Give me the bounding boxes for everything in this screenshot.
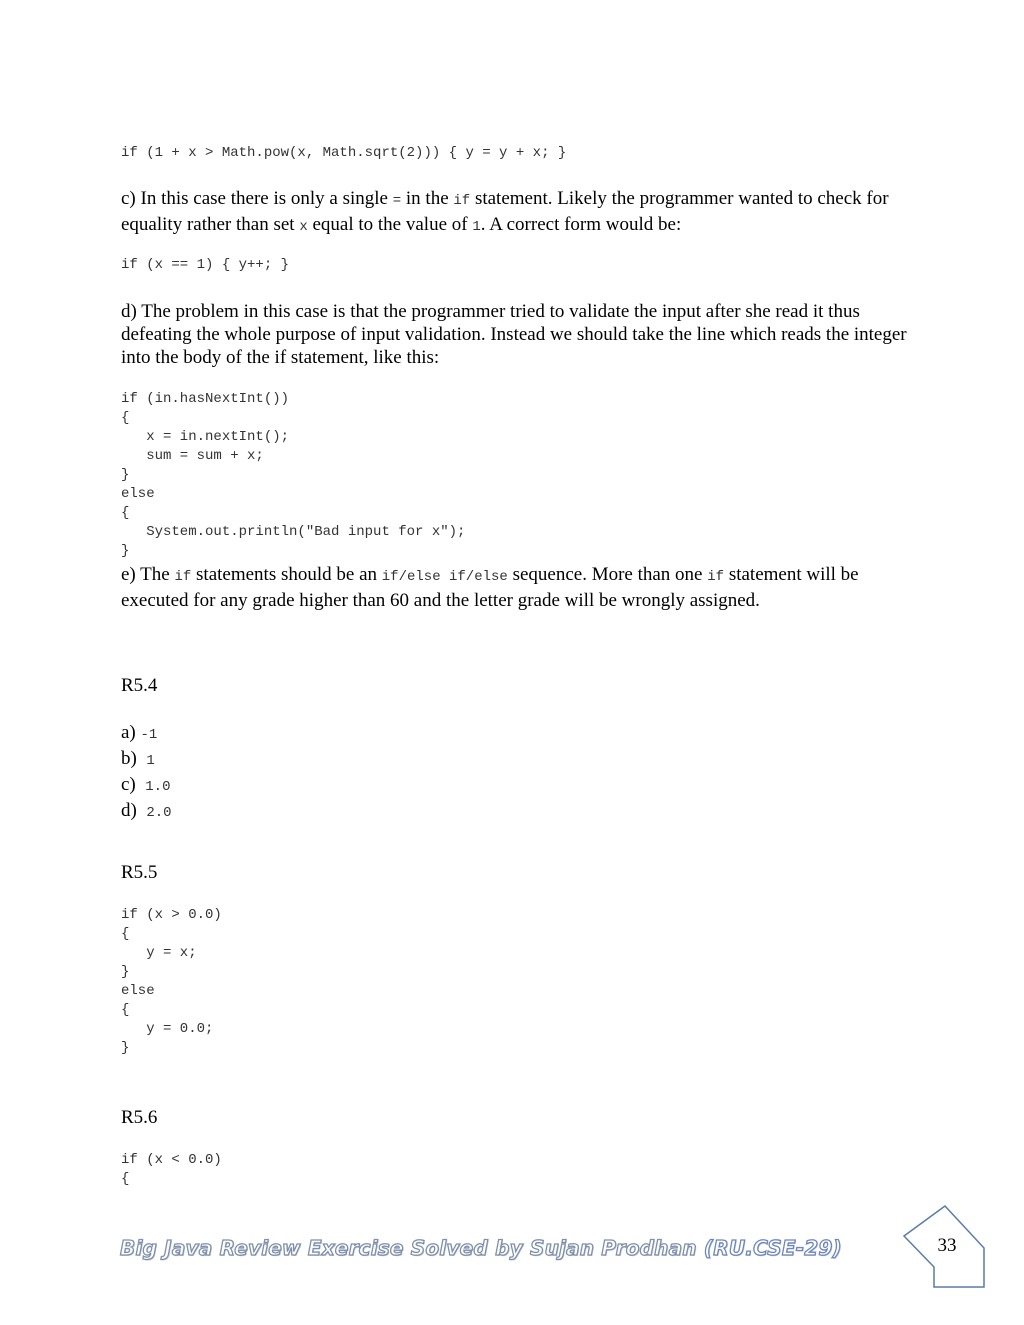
code-line: }: [121, 467, 130, 483]
code-line: if (in.hasNextInt()): [121, 391, 290, 407]
code-snippet-2: [121, 256, 289, 275]
paragraph-d: d) The problem in this case is that the programmer tried to validate the input after she read it thus defeating the whole purpose of input validation. Instead we should take the line which reads the integer into the body of the if statement, like this:: [121, 301, 907, 368]
section-heading-r5-4: R5.4: [121, 675, 158, 696]
answer-c: c) 1.0: [121, 774, 171, 795]
code-line: y = x;: [121, 945, 197, 961]
paragraph-c: c) In this case there is only a single = in the if statement. Likely the programmer wanted to check for equality rather than set x equal to the value of 1. A correct form would be:: [121, 188, 889, 235]
code-line: x = in.nextInt();: [121, 429, 290, 445]
page-number: 33: [937, 1235, 957, 1256]
answer-b: b) 1: [121, 748, 155, 769]
r5-4-answers: [121, 721, 921, 825]
answer-d: d) 2.0: [121, 800, 172, 821]
footer-title: Big Java Review Exercise Solved by Sujan Prodhan (RU.CSE-29): [120, 1236, 842, 1260]
section-heading-r5-5: R5.5: [121, 862, 158, 883]
code-line: else: [121, 983, 155, 999]
paragraph-e: e) The if statements should be an if/else if/else sequence. More than one if statement will be executed for any grade higher than 60 and the letter grade will be wrongly assigned.: [121, 564, 859, 611]
code-line: if (x < 0.0): [121, 1152, 222, 1168]
section-heading-r5-6: R5.6: [121, 1107, 158, 1128]
answer-a: a) -1: [121, 722, 158, 743]
code-line: if (1 + x > Math.pow(x, Math.sqrt(2))) { y = y + x; }: [121, 145, 567, 161]
code-line: if (x > 0.0): [121, 907, 222, 923]
code-snippet-r5-6: [121, 1151, 222, 1189]
code-line: {: [121, 926, 130, 942]
code-line: {: [121, 1002, 130, 1018]
code-line: if (x == 1) { y++; }: [121, 257, 290, 273]
code-line: }: [121, 1040, 130, 1056]
code-line: {: [121, 505, 130, 521]
code-line: y = 0.0;: [121, 1021, 214, 1037]
code-snippet-1: [121, 144, 566, 163]
code-line: System.out.println("Bad input for x");: [121, 524, 466, 540]
code-line: sum = sum + x;: [121, 448, 264, 464]
code-snippet-3: [121, 390, 465, 561]
code-line: }: [121, 964, 130, 980]
code-line: }: [121, 543, 130, 559]
code-line: {: [121, 410, 130, 426]
code-line: {: [121, 1171, 130, 1187]
code-snippet-r5-5: [121, 906, 222, 1058]
code-line: else: [121, 486, 155, 502]
